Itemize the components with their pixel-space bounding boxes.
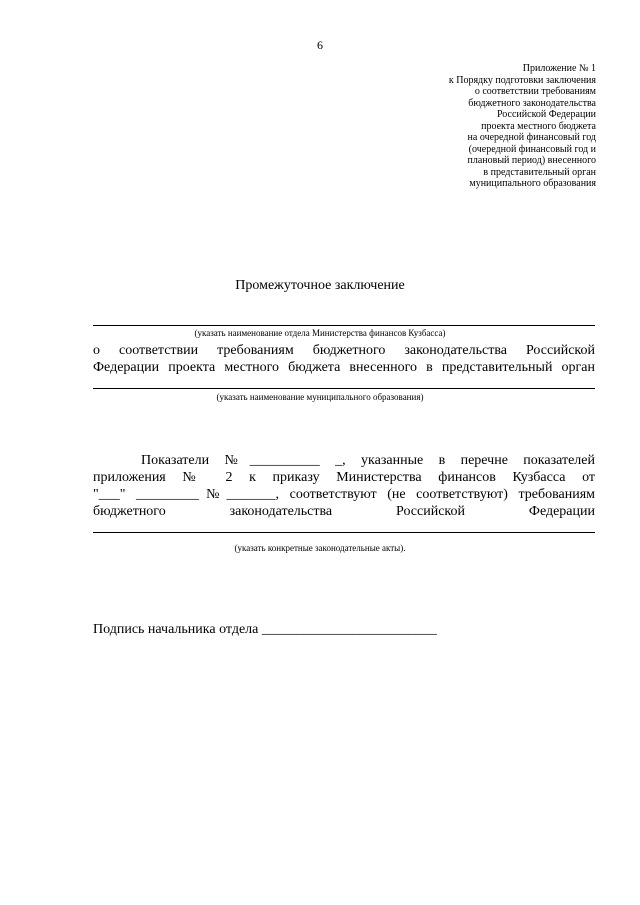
compliance-line: Федерации проекта местного бюджета внесенного в представительный орган [93, 360, 595, 375]
appendix-line: проекта местного бюджета [481, 120, 596, 132]
signature-blank: _________________________ [261, 622, 437, 637]
signature-label: Подпись начальника отдела [93, 622, 259, 637]
department-fill-line [93, 325, 595, 326]
indicators-line: "___" _________№_______, соответствуют (не соответствуют) требованиям [93, 487, 595, 502]
department-caption: (указать наименование отдела Министерства финансов Кузбасса) [194, 328, 446, 338]
appendix-line: к Порядку подготовки заключения [448, 74, 596, 86]
municipality-caption: (указать наименование муниципального образования) [216, 392, 424, 402]
indicators-paragraph [93, 452, 595, 520]
page-number: 6 [317, 38, 323, 52]
acts-caption: (указать конкретные законодательные акты). [234, 543, 406, 553]
appendix-line: в представительный орган [483, 166, 596, 178]
municipality-fill-line [93, 388, 595, 389]
acts-fill-line [93, 532, 595, 533]
compliance-paragraph [93, 342, 595, 376]
document-title: Промежуточное заключение [235, 278, 405, 293]
indicators-line: бюджетного законодательства Российской Федерации [93, 504, 595, 519]
indicators-line: приложения № 2 к приказу Министерства финансов Кузбасса от [93, 470, 595, 485]
compliance-line: о соответствии требованиям бюджетного законодательства Российской [93, 343, 595, 358]
indicators-line: Показатели №__________ _, указанные в перечне показателей [141, 453, 595, 468]
appendix-line: на очередной финансовый год [467, 132, 596, 143]
appendix-line: муниципального образования [469, 178, 596, 189]
signature-block [93, 622, 437, 638]
appendix-line: (очередной финансовый год и [468, 143, 596, 155]
appendix-line: о соответствии требованиям [474, 86, 596, 97]
appendix-reference [449, 63, 596, 190]
appendix-line: Приложение № 1 [522, 63, 596, 74]
appendix-line: Российской Федерации [496, 109, 596, 120]
appendix-line: бюджетного законодательства [468, 97, 596, 109]
appendix-line: плановый период) внесенного [467, 155, 596, 166]
